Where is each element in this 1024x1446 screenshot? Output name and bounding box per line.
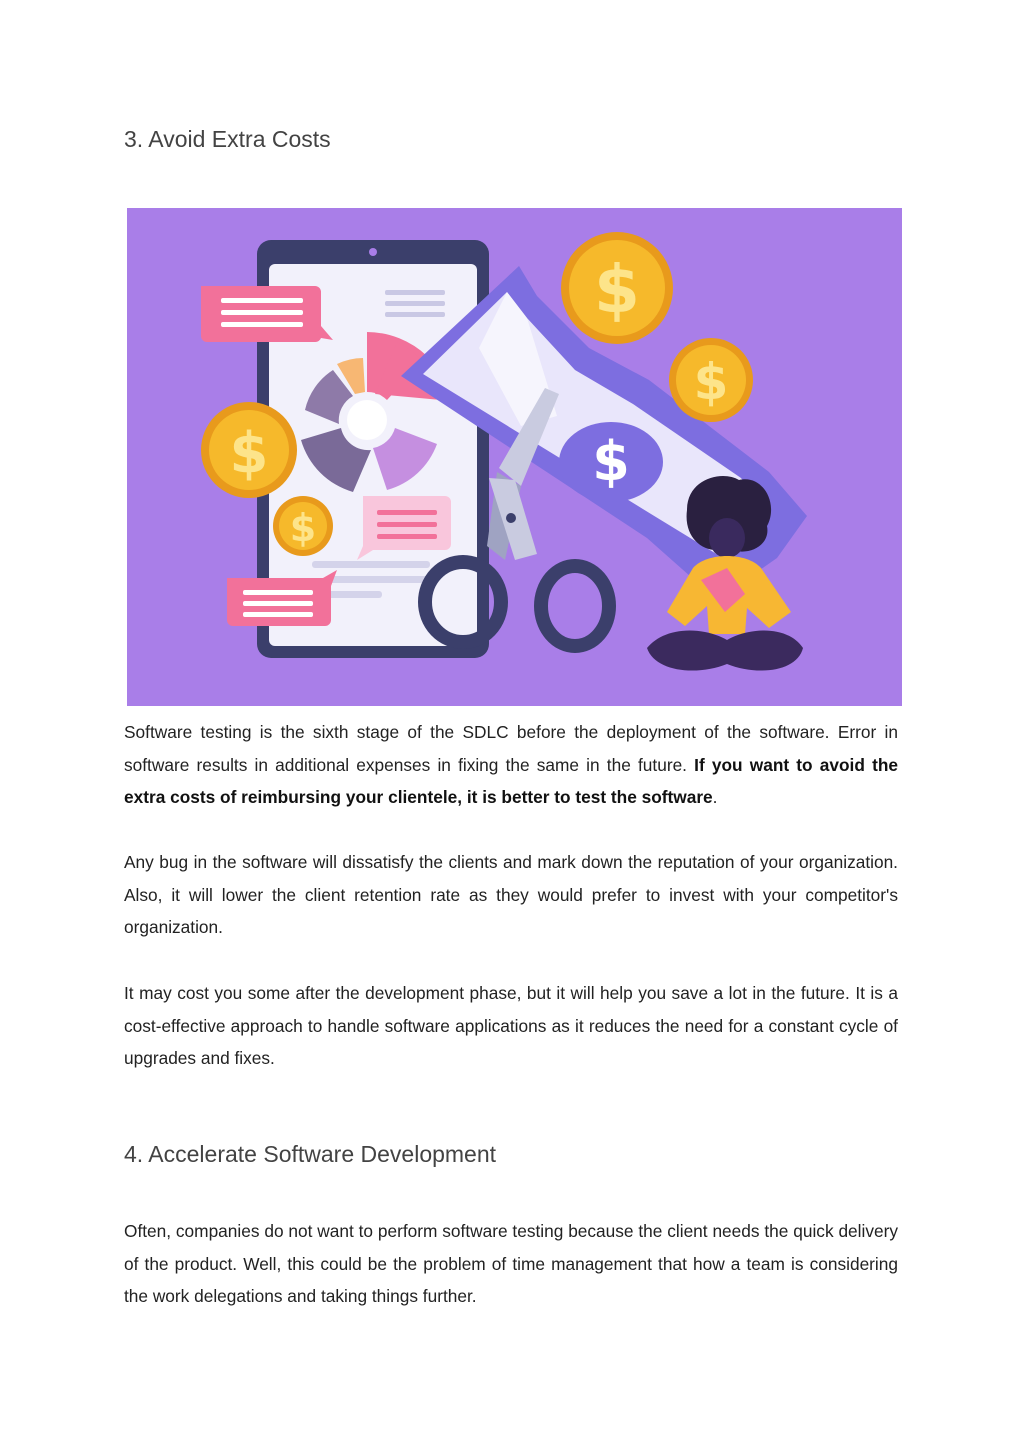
section-heading-avoid-extra-costs: 3. Avoid Extra Costs — [124, 126, 331, 152]
coin-icon — [561, 232, 673, 344]
paragraph: It may cost you some after the development phase, but it will help you save a lot in the future. It is a cost-effective approach to handle software applications as it reduces the need for a constant cycle of upgrades and fixes. — [124, 983, 898, 1069]
speech-bubble-icon — [227, 570, 337, 626]
coin-dollar-sign: $ — [693, 353, 729, 411]
section-heading-accelerate-software-development: 4. Accelerate Software Development — [124, 1141, 497, 1167]
paragraph-bold-text: If you want to avoid the extra costs of reimbursing your clientele, it is better to test the software — [124, 754, 898, 808]
coin-icon — [273, 496, 333, 556]
coin-icon — [669, 338, 753, 422]
paragraph: Often, companies do not want to perform software testing because the client needs the quick delivery of the product. Well, this could be the problem of time management that how a team is considering the work delegations and taking things further. — [124, 1221, 898, 1307]
paragraph — [124, 716, 898, 814]
coin-dollar-sign: $ — [289, 506, 317, 550]
paragraph-text: Software testing is the sixth stage of the SDLC before the deployment of the software. Error in software results in additional expenses in fixing the same in the future. — [124, 722, 898, 775]
cost-saving-illustration — [127, 208, 902, 706]
coin-dollar-sign: $ — [229, 421, 269, 486]
coin-icon — [201, 402, 297, 498]
coin-dollar-sign: $ — [594, 251, 640, 328]
dollar-sign-icon: $ — [592, 430, 630, 493]
paragraph-text: . — [712, 787, 718, 808]
paragraph: Any bug in the software will dissatisfy the clients and mark down the reputation of your organization. Also, it will lower the client retention rate as they would prefer to invest with your competitor's organization. — [124, 852, 898, 938]
speech-bubble-icon — [201, 286, 333, 342]
